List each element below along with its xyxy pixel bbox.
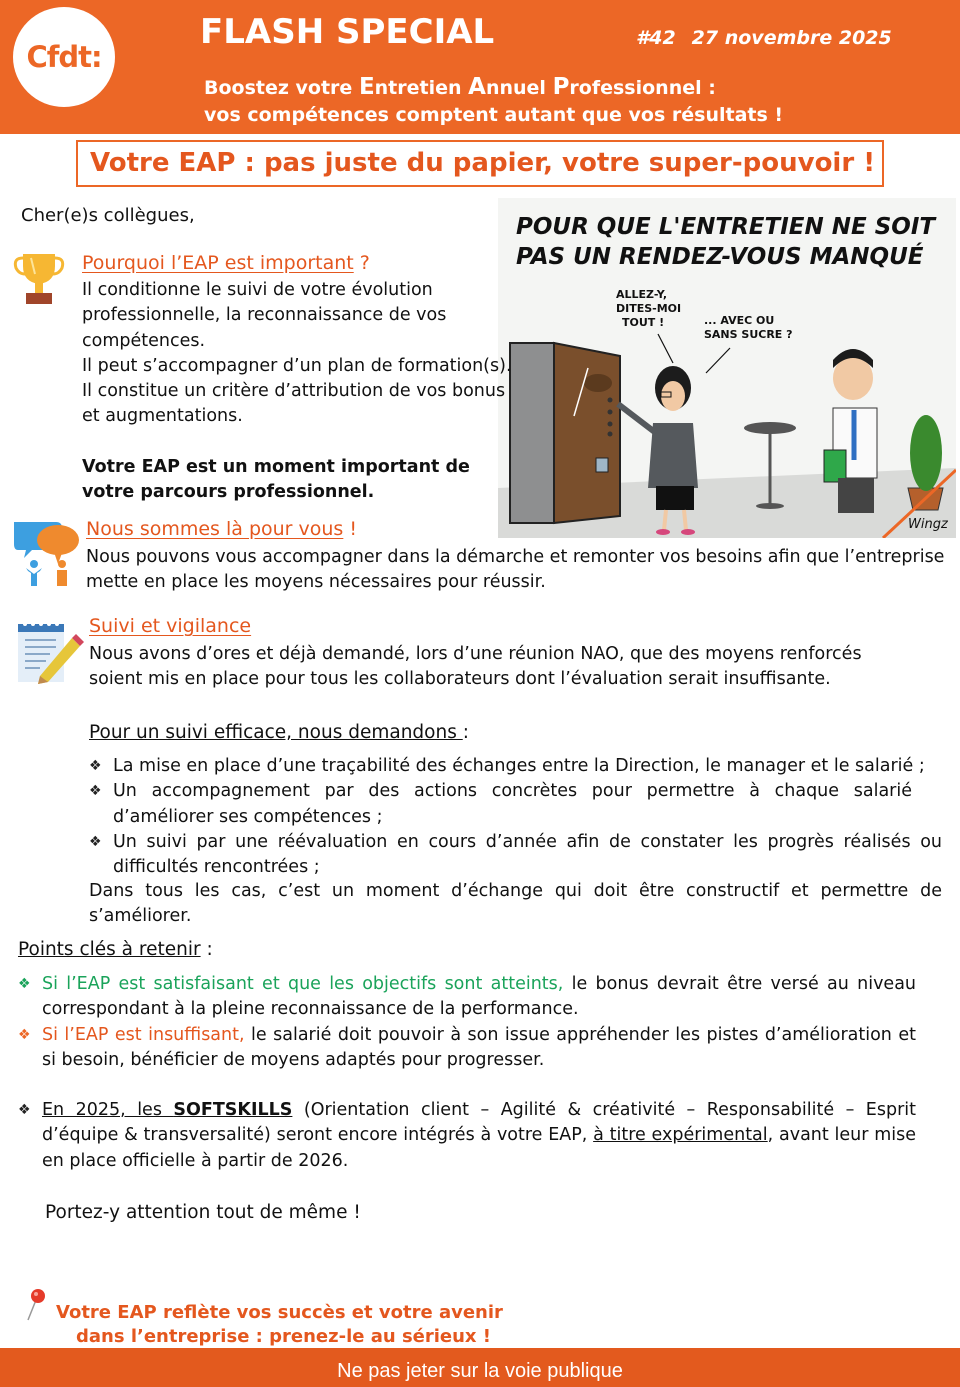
newsletter-title: FLASH SPECIAL [200, 12, 495, 52]
footer-bar-text: Ne pas jeter sur la voie publique [337, 1360, 623, 1382]
header-subtitle [204, 74, 783, 129]
svg-text:ALLEZ-Y,: ALLEZ-Y, [616, 288, 668, 301]
key-points-list [18, 972, 916, 1174]
importance-emphasis-1: Votre EAP est un moment important de [82, 456, 470, 477]
logo-text: Cfdt: [26, 40, 102, 74]
subtitle-line-1: Boostez votre Entretien Annuel Professionnel : [204, 74, 716, 100]
cartoon-drawing [498, 198, 956, 538]
issue-date: 27 novembre 2025 [691, 27, 892, 49]
boxed-headline: Votre EAP : pas juste du papier, votre super-pouvoir ! [76, 140, 884, 187]
speech-bubbles-people-icon [12, 518, 80, 588]
notepad-pencil-icon [16, 620, 84, 684]
demands-conclusion: Dans tous les cas, c’est un moment d’échange qui doit être constructif et permettre de s’améliorer. [89, 881, 942, 927]
cartoon-illustration [498, 198, 956, 538]
section-heading-support: Nous sommes là pour vous ! [86, 518, 357, 540]
greeting: Cher(e)s collègues, [21, 205, 195, 226]
section-heading-vigilance: Suivi et vigilance [89, 615, 252, 637]
demands-list [89, 754, 942, 880]
svg-text:POUR QUE L'ENTRETIEN NE SOIT: POUR QUE L'ENTRETIEN NE SOIT [516, 214, 936, 240]
svg-text:TOUT !: TOUT ! [622, 316, 665, 329]
demand-item: ❖ Un suivi par une réévaluation en cours d’année afin de constater les progrès réalisés ou difficultés rencontrées ; [89, 830, 942, 881]
svg-text:PAS UN RENDEZ-VOUS MANQUÉ: PAS UN RENDEZ-VOUS MANQUÉ [516, 244, 924, 270]
svg-text:DITES-MOI: DITES-MOI [616, 302, 682, 315]
svg-text:Wingz: Wingz [908, 517, 948, 532]
trophy-icon [13, 252, 65, 306]
subtitle-line-2: vos compétences comptent autant que vos résultats ! [204, 104, 784, 126]
key-point-softskills: ❖ En 2025, les SOFTSKILLS (Orientation client – Agilité & créativité – Responsabilité – Esprit d’équipe & transversalité) seront encore intégrés à votre EAP, à titre expérimental, avant leur mise en place officielle à partir de 2026. [18, 1098, 916, 1174]
key-points-heading: Points clés à retenir : [18, 939, 213, 960]
importance-emphasis-2: votre parcours professionnel. [82, 482, 375, 503]
demand-item: ❖ La mise en place d’une traçabilité des échanges entre la Direction, le manager et le salarié ; [89, 754, 942, 779]
importance-text: Il conditionne le suivi de votre évolution professionnelle, la reconnaissance de vos compétences. Il peut s’accompagner d’un plan de formation(s). Il constitue un critère d’attribution de vos bonus et augmentations. Votre EAP est un moment important de votre parcours professionnel. [82, 278, 512, 505]
footer-bar [0, 1348, 960, 1387]
demand-item: ❖ Un accompagnement par des actions concrètes pour permettre à chaque salarié d’améliorer ses compétences ; [89, 779, 942, 830]
support-text: Nous pouvons vous accompagner dans la démarche et remonter vos besoins afin que l’entreprise mette en place les moyens nécessaires pour réussir. [86, 547, 945, 593]
cfdt-logo [13, 7, 115, 107]
footer-note: Votre EAP reflète vos succès et votre avenir dans l’entreprise : prenez-le au sérieux ! [56, 1302, 503, 1347]
issue-number: #42 [636, 27, 676, 49]
vigilance-text: Nous avons d’ores et déjà demandé, lors d’une réunion NAO, que des moyens renforcés soient mis en place pour tous les collaborateurs dont l’évaluation serait insuffisante. [89, 644, 862, 690]
key-point-satisfactory: ❖ Si l’EAP est satisfaisant et que les objectifs sont atteints, le bonus devrait être versé au niveau correspondant à la pleine reconnaissance de la performance. [18, 972, 916, 1023]
svg-text:SANS SUCRE ?: SANS SUCRE ? [704, 328, 793, 341]
reminder-text: Portez-y attention tout de même ! [45, 1202, 361, 1223]
section-heading-importance: Pourquoi l’EAP est important ? [82, 252, 370, 274]
issue-info [636, 27, 892, 49]
key-point-insufficient: ❖ Si l’EAP est insuffisant, le salarié doit pouvoir à son issue appréhender les pistes d’amélioration et si besoin, bénéficier de moyens adaptés pour progresser. [18, 1023, 916, 1074]
pushpin-icon [22, 1288, 50, 1322]
demands-heading: Pour un suivi efficace, nous demandons : [89, 722, 469, 743]
svg-text:... AVEC OU: ... AVEC OU [704, 314, 775, 327]
